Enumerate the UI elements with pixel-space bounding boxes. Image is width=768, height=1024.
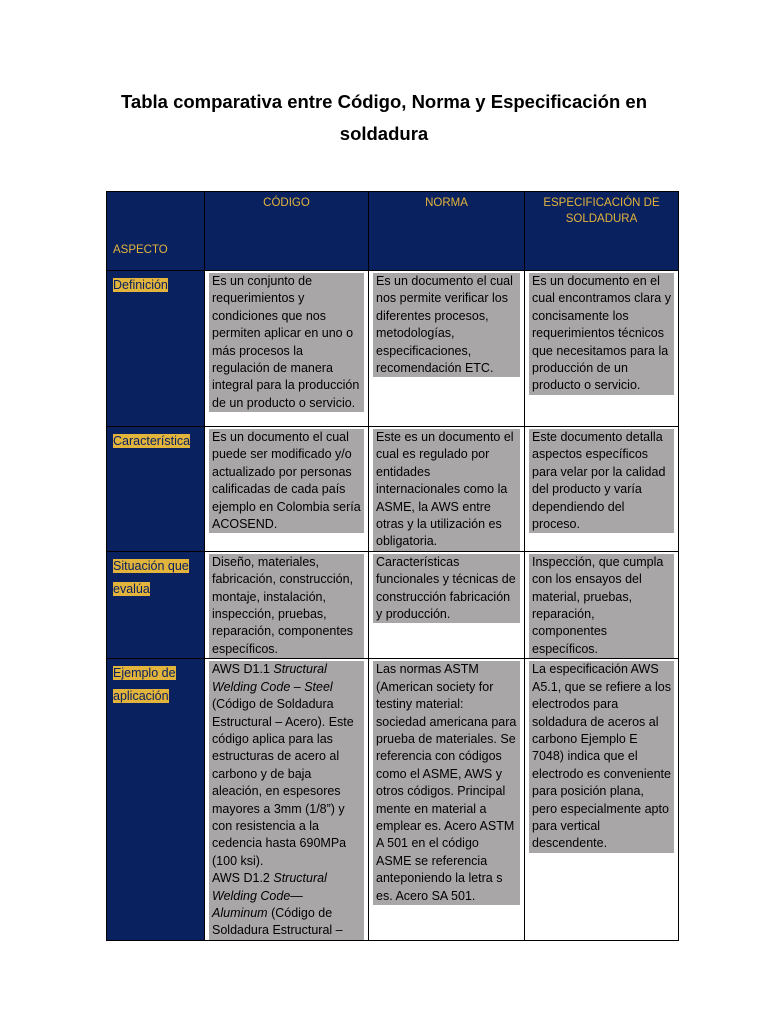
cell-norma xyxy=(369,271,525,427)
row-label-text: Ejemplo de aplicación xyxy=(113,666,176,704)
table-row xyxy=(107,427,679,552)
table-row xyxy=(107,271,679,427)
aws-d12-code: AWS D1.2 xyxy=(212,871,270,886)
cell-codigo xyxy=(205,551,369,658)
cell-codigo xyxy=(205,427,369,552)
cell-text: Este documento detalla aspectos específicos para velar por la calidad del producto y varía dependiendo del proceso. xyxy=(529,429,674,533)
row-label-caracteristica xyxy=(107,427,205,552)
document-title: Tabla comparativa entre Código, Norma y Especificación en soldadura xyxy=(120,91,648,144)
cell-text: La especificación AWS A5.1, que se refiere a los electrodos para soldadura de aceros al carbono Ejemplo E 7048) indica que el electrodo es conveniente para posición plana, pero especialmente apto para vertical descendente. xyxy=(529,661,674,852)
row-label-text: Definición xyxy=(113,278,168,292)
header-especificacion: ESPECIFICACIÓN DE SOLDADURA xyxy=(525,192,679,271)
row-label-definicion xyxy=(107,271,205,427)
cell-especificacion xyxy=(525,271,679,427)
cell-text xyxy=(209,661,364,940)
table-row xyxy=(107,551,679,658)
cell-norma xyxy=(369,659,525,941)
header-codigo: CÓDIGO xyxy=(205,192,369,271)
cell-text: Características funcionales y técnicas de construcción fabricación y producción. xyxy=(373,554,520,624)
row-label-text: Situación que evalúa xyxy=(113,558,189,596)
header-norma: NORMA xyxy=(369,192,525,271)
cell-codigo xyxy=(205,659,369,941)
header-aspecto: ASPECTO xyxy=(107,192,205,271)
cell-norma xyxy=(369,427,525,552)
cell-text: Inspección, que cumpla con los ensayos del material, pruebas, reparación, componentes específicos. xyxy=(529,554,674,658)
cell-especificacion xyxy=(525,551,679,658)
cell-text: Es un documento en el cual encontramos clara y concisamente los requerimientos técnicos que necesitamos para la producción de un producto o servicio. xyxy=(529,273,674,395)
row-label-situacion xyxy=(107,551,205,658)
cell-norma xyxy=(369,551,525,658)
cell-text: Este es un documento el cual es regulado por entidades internacionales como la ASME, la AWS entre otras y la utilización es obligatoria. xyxy=(373,429,520,551)
cell-codigo xyxy=(205,271,369,427)
aws-d11-title: Structural Welding Code – Steel xyxy=(212,662,333,694)
cell-text: Es un documento el cual nos permite verificar los diferentes procesos, metodologías, especificaciones, recomendación ETC. xyxy=(373,273,520,377)
row-label-ejemplo xyxy=(107,659,205,941)
aws-d11-code: AWS D1.1 xyxy=(212,662,270,677)
table-row xyxy=(107,659,679,941)
cell-text: Las normas ASTM (American society for testiny material: sociedad americana para prueba de materiales. Se referencia con códigos como el ASME, AWS y otros códigos. Principal mente en material a emplear es. Acero ASTM A 501 en el código ASME se referencia anteponiendo la letra s es. Acero SA 501. xyxy=(373,661,520,905)
cell-especificacion xyxy=(525,427,679,552)
table-header-row xyxy=(107,192,679,271)
cell-text: Diseño, materiales, fabricación, construcción, montaje, instalación, inspección, pruebas, reparación, componentes específicos. xyxy=(209,554,364,658)
aws-d12-title: Structural Welding Code— Aluminum xyxy=(212,871,327,920)
cell-text: Es un documento el cual puede ser modificado y/o actualizado por personas calificadas de cada país ejemplo en Colombia sería ACOSEND. xyxy=(209,429,364,533)
aws-d11-desc: (Código de Soldadura Estructural – Acero). Este código aplica para las estructuras de acero al carbono y de baja aleación, en espesores mayores a 3mm (1/8”) y con resistencia a la cedencia hasta 690MPa (100 ksi). xyxy=(212,697,354,868)
comparison-table xyxy=(106,191,679,941)
aws-d12-desc: (Código de Soldadura Estructural – xyxy=(212,905,343,938)
row-label-text: Característica xyxy=(113,434,191,448)
cell-text: Es un conjunto de requerimientos y condiciones que nos permiten aplicar en uno o más procesos la regulación de manera integral para la producción de un producto o servicio. xyxy=(209,273,364,412)
cell-especificacion xyxy=(525,659,679,941)
